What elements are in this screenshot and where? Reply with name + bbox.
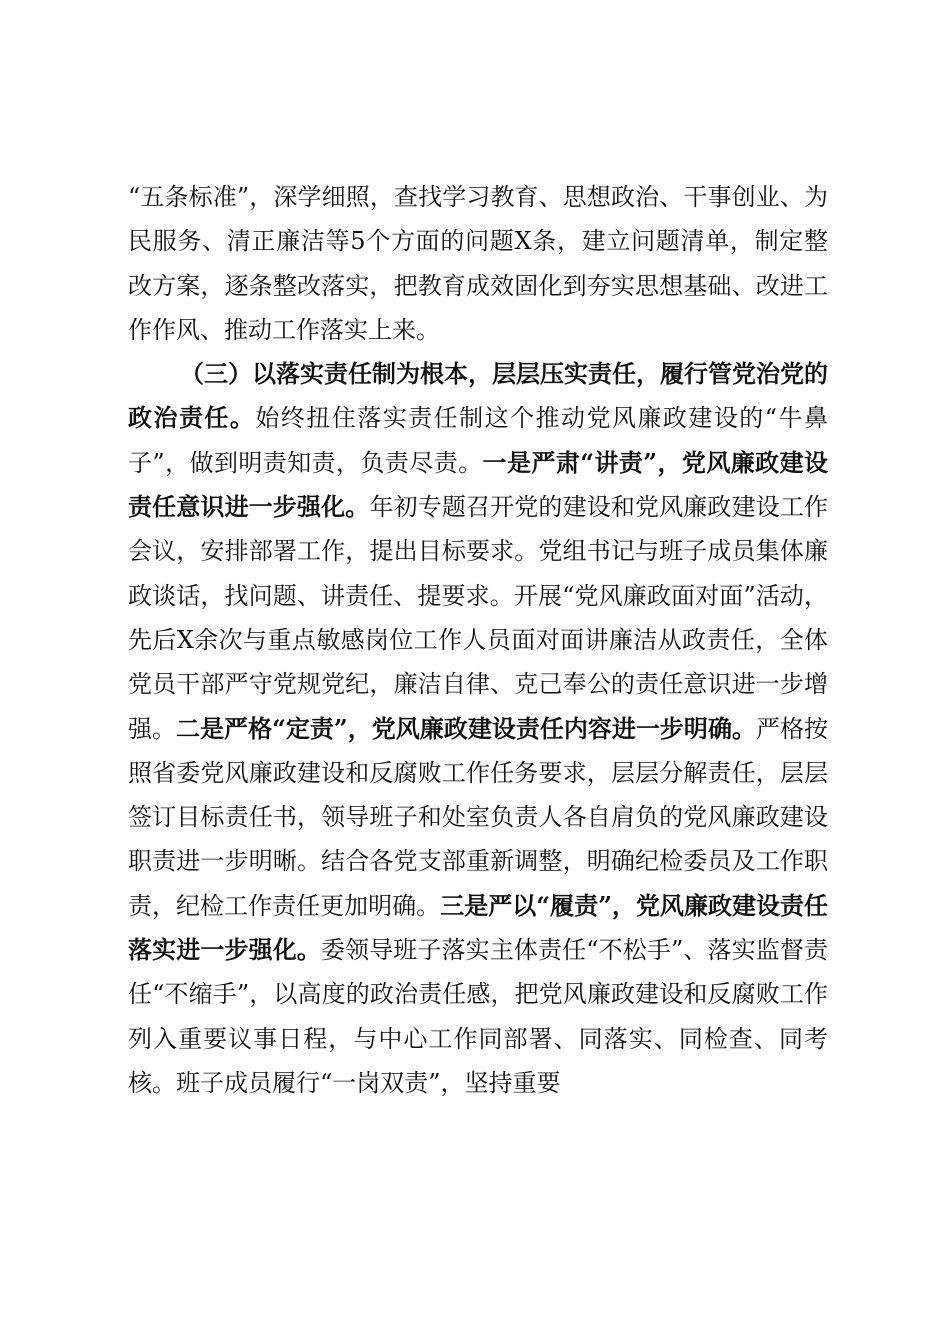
paragraph-2-run-4: 年初专题召开党的建设和党风廉政建设工作会议，安排部署工作，提出目标要求。党组书记与班子成员集体廉政谈话，找问题、讲责任、提要求。开展“党风廉政面对面”活动，先后X余次与重点敏感岗位工作人员面对面讲廉洁从政责任，全体党员干部严守党规党纪，廉洁自律、克己奉公的责任意识进一步增强。 xyxy=(128,493,829,743)
point-heading-2: 二是严格“定责”，党风廉政建设责任内容进一步明确。 xyxy=(176,713,756,743)
paragraph-2-run-2: 始终扭住落实责任制这个推动党风廉政建设的“牛鼻子”，做到明责知责，负责尽责。 xyxy=(128,404,828,477)
paragraph-2-run-8: 委领导班子落实主体责任“不松手”、落实监督责任“不缩手”，以高度的政治责任感，把党风廉政建设和反腐败工作列入重要议事日程，与中心工作同部署、同落实、同检查、同考核。班子成员履行“一岗双责”，坚持重要 xyxy=(128,936,828,1097)
section-heading-3: （三）以落实责任制为根本，层层压实责任，履行管党治党的政治责任。 xyxy=(128,359,828,433)
point-heading-1: 一是严肃“讲责”，党风廉政建设责任意识进一步强化。 xyxy=(128,447,829,522)
paragraph-2 xyxy=(128,352,828,1105)
document-body xyxy=(128,175,828,1105)
paragraph-2-run-6: 严格按照省委党风廉政建设和反腐败工作任务要求，层层分解责任，层层签订目标责任书，领导班子和处室负责人各自肩负的党风廉政建设职责进一步明晰。结合各党支部重新调整，明确纪检委员及工作职责，纪检工作责任更加明确。 xyxy=(128,714,829,920)
paragraph-1 xyxy=(128,175,828,352)
paragraph-1-run-1: “五条标准”，深学细照，查找学习教育、思想政治、干事创业、为民服务、清正廉洁等5个方面的问题X条，建立问题清单，制定整改方案，逐条整改落实，把教育成效固化到夯实思想基础、改进工作作风、推动工作落实上来。 xyxy=(128,183,828,344)
point-heading-3: 三是严以“履责”，党风廉政建设责任落实进一步强化。 xyxy=(128,890,829,965)
